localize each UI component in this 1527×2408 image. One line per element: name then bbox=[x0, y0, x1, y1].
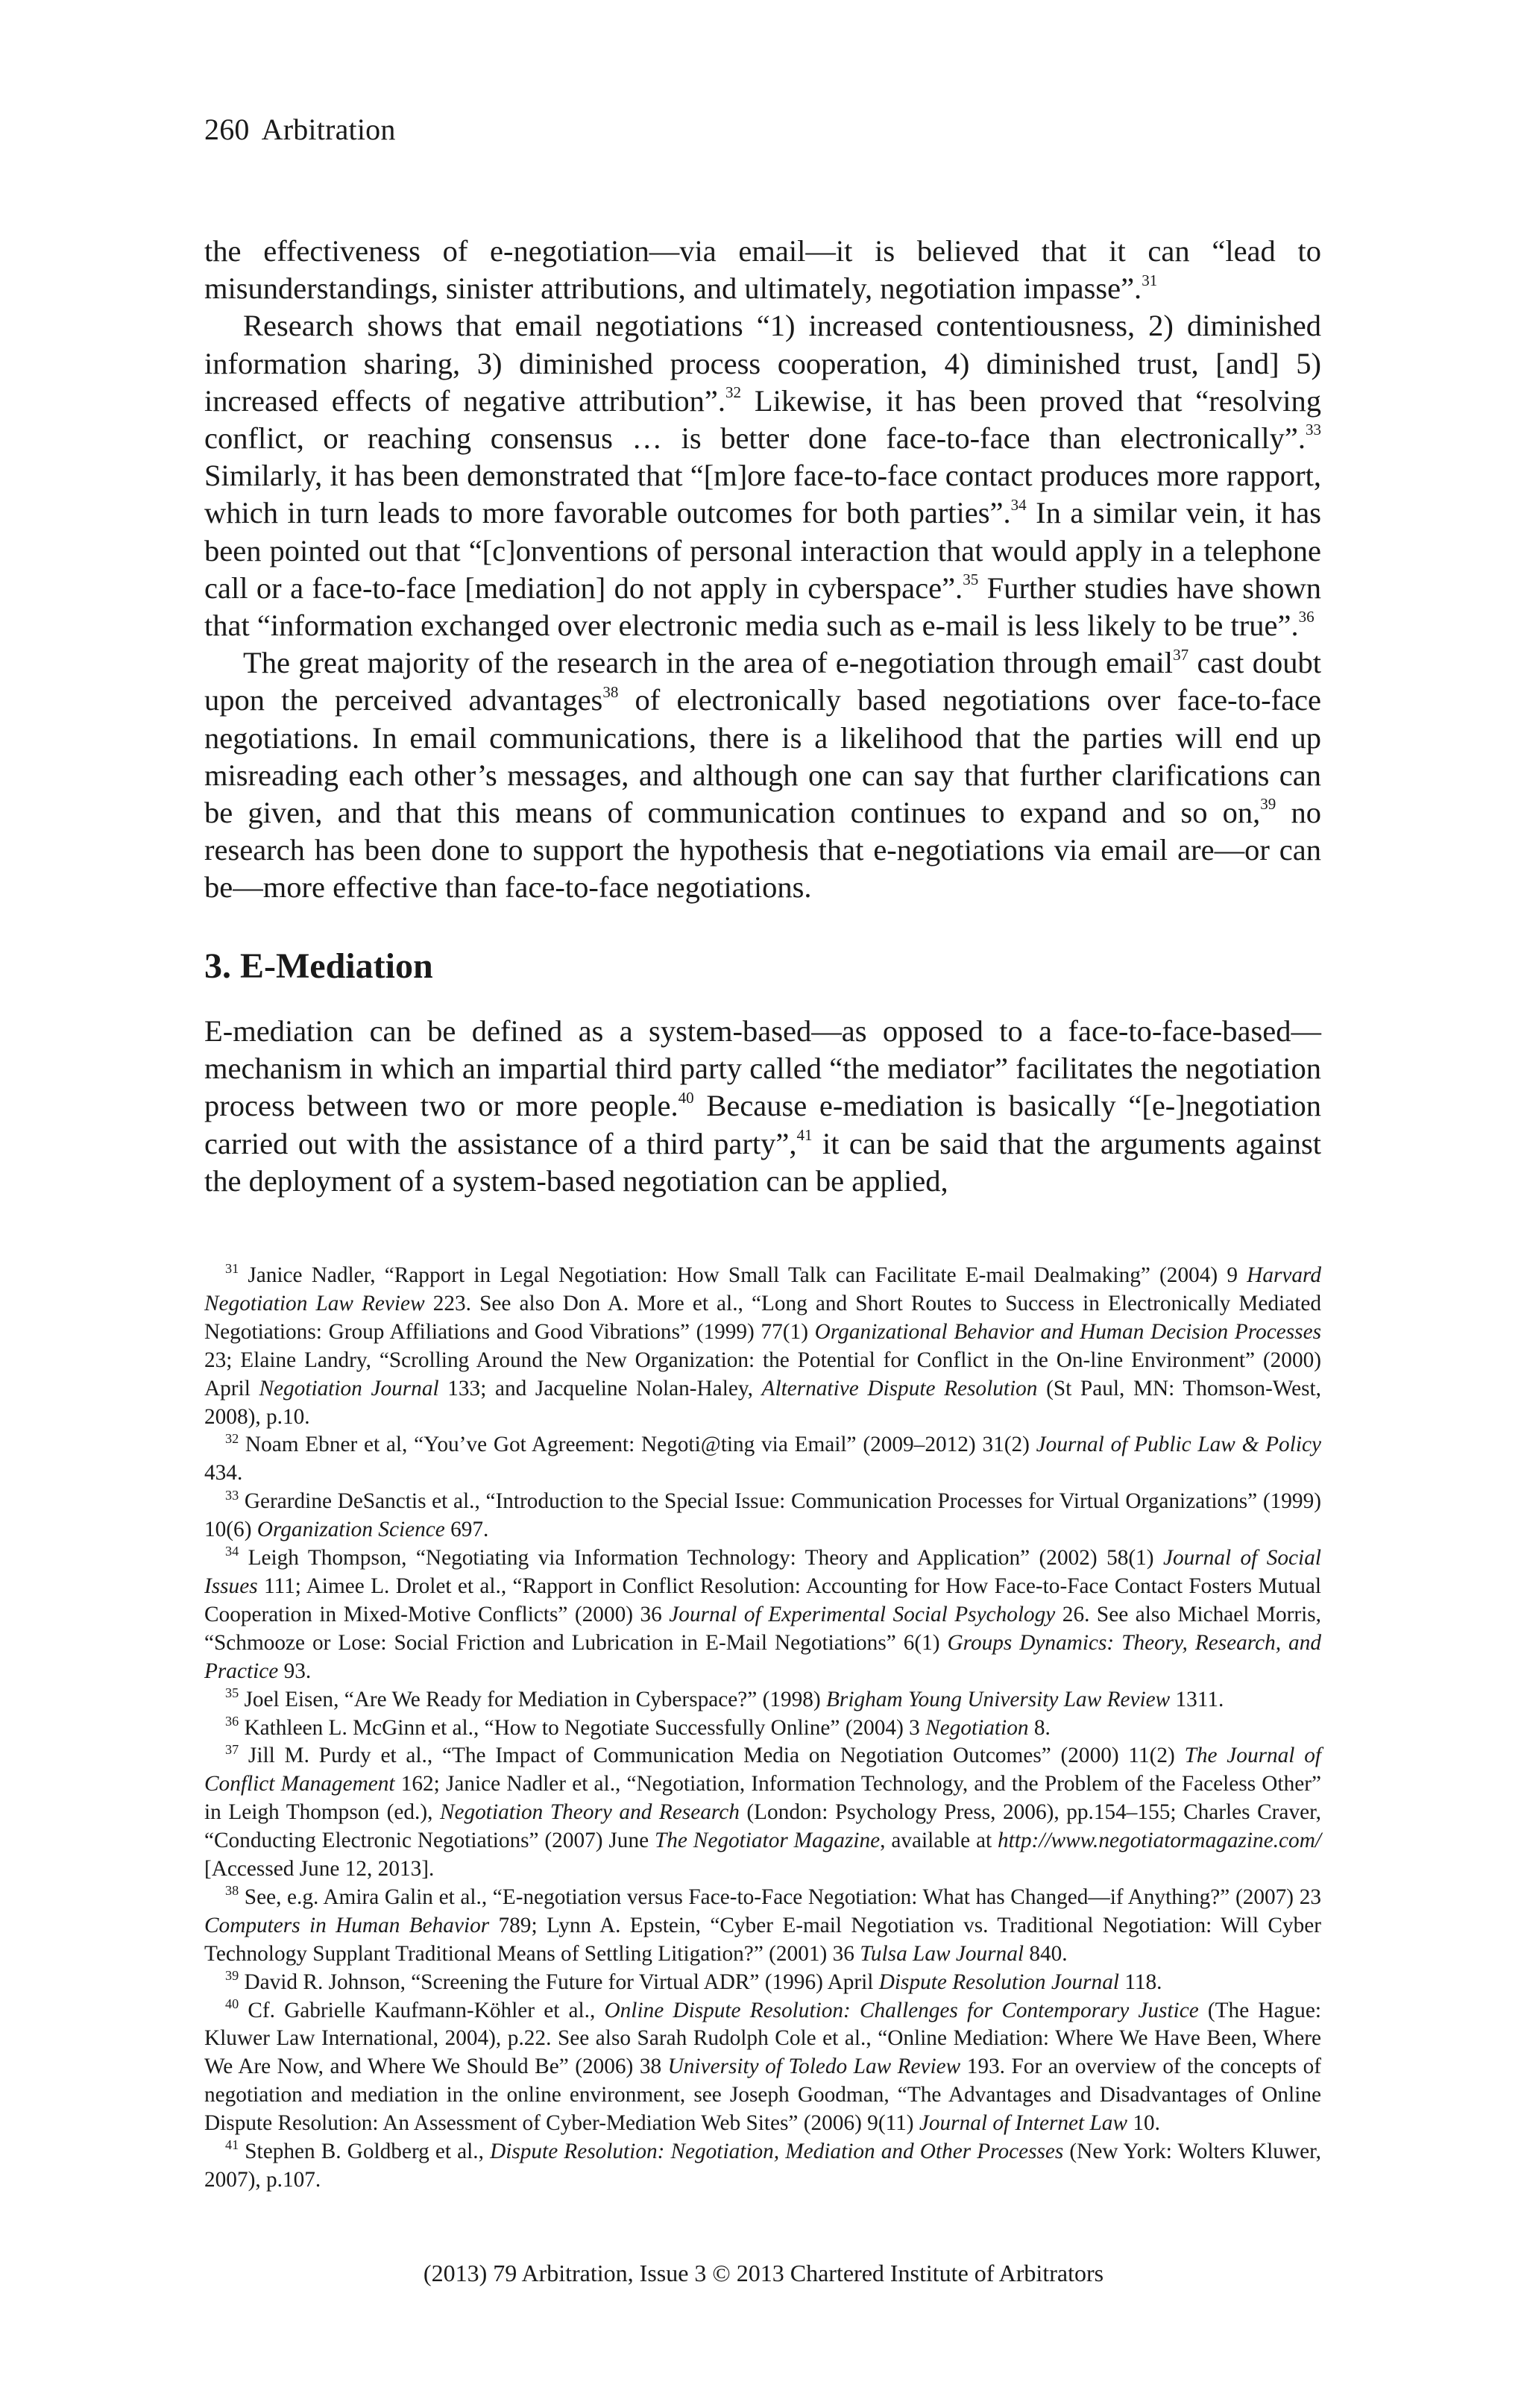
running-header bbox=[204, 112, 396, 147]
footnote-40: $^{40}$ Cf. Gabrielle Kaufmann-Köhler et al., Online Dispute Resolution: Challenges for Contemporary Justice (The Hague: Kluwer Law International, 2004), p.22. See also Sarah Rudolph Cole et al., “Online Mediation: Where We Have Been, Where We Are Now, and Where We Should Be” (2006) 38 University of Toledo Law Review 193. For an overview of the concepts of negotiation and mediation in the online environment, see Joseph Goodman, “The Advantages and Disadvantages of Online Dispute Resolution: An Assessment of Cyber-Mediation Web Sites” (2006) 9(11) Journal of Internet Law 10. bbox=[204, 1996, 1321, 2136]
footnote-ref: 32 bbox=[725, 383, 742, 402]
footnote-32: $^{32}$ Noam Ebner et al, “You’ve Got Agreement: Negoti@ting via Email” (2009–2012) 31(2) Journal of Public Law & Policy 434. bbox=[204, 1430, 1321, 1486]
footnote-ref: 37 bbox=[1173, 645, 1189, 664]
footnote-41: $^{41}$ Stephen B. Goldberg et al., Dispute Resolution: Negotiation, Mediation and Other Processes (New York: Wolters Kluwer, 2007), p.107. bbox=[204, 2137, 1322, 2192]
footnote-34: $^{34}$ Leigh Thompson, “Negotiating via Information Technology: Theory and Application” (2002) 58(1) Journal of Social Issues 111; Aimee L. Drolet et al., “Rapport in Conflict Resolution: Accounting for How Face-to-Face Contact Fosters Mutual Cooperation in Mixed-Motive Conflicts” (2000) 36 Journal of Experimental Social Psychology 26. See also Michael Morris, “Schmooze or Lose: Social Friction and Lubrication in E-Mail Negotiations” 6(1) Groups Dynamics: Theory, Research, and Practice 93. bbox=[204, 1544, 1321, 1683]
paragraph-continued: the effectiveness of e-negotiation—via email—it is believed that it can “lead to misunderstandings, sinister attributions, and ultimately, negotiation impasse”.$^{31}$ bbox=[204, 234, 1321, 306]
footnote-ref: 34 bbox=[1010, 495, 1027, 514]
footnote-38: $^{38}$ See, e.g. Amira Galin et al., “E-negotiation versus Face-to-Face Negotiation: What has Changed—if Anything?” (2007) 23 Computers in Human Behavior 789; Lynn A. Epstein, “Cyber E-mail Negotiation vs. Traditional Negotiation: Will Cyber Technology Supplant Traditional Means of Settling Litigation?” (2001) 36 Tulsa Law Journal 840. bbox=[204, 1883, 1321, 1966]
footnote-ref: 38 bbox=[602, 682, 619, 701]
footnote-ref: 39 bbox=[1260, 795, 1276, 814]
footnote-33: $^{33}$ Gerardine DeSanctis et al., “Introduction to the Special Issue: Communication Processes for Virtual Organizations” (1999) 10(6) Organization Science 697. bbox=[204, 1487, 1321, 1542]
footnote-ref: 40 bbox=[678, 1088, 694, 1107]
footnote-ref: 33 bbox=[1305, 421, 1321, 439]
paragraph-majority: The great majority of the research in the area of e-negotiation through email$^{37}$ cast doubt upon the perceived advantages$^{38}$ of electronically based negotiations over face-to-face negotiations. In email communications, there is a likelihood that the parties will end up misreading each other’s messages, and although one can say that further clarifications can be given, and that this means of communication continues to expand and so on,$^{39}$ no research has been done to support the hypothesis that e-negotiations via email are—or can be—more effective than face-to-face negotiations. bbox=[204, 645, 1322, 905]
footnote-31: $^{31}$ Janice Nadler, “Rapport in Legal Negotiation: How Small Talk can Facilitate E-mail Dealmaking” (2004) 9 Harvard Negotiation Law Review 223. See also Don A. More et al., “Long and Short Routes to Success in Electronically Mediated Negotiations: Group Affiliations and Good Vibrations” (1999) 77(1) Organizational Behavior and Human Decision Processes 23; Elaine Landry, “Scrolling Around the New Organization: the Potential for Conflict in the On-line Environment” (2000) April Negotiation Journal 133; and Jacqueline Nolan-Haley, Alternative Dispute Resolution (St Paul, MN: Thomson-West, 2008), p.10. bbox=[204, 1261, 1322, 1429]
footnote-39: $^{39}$ David R. Johnson, “Screening the Future for Virtual ADR” (1996) April Dispute Resolution Journal 118. bbox=[225, 1967, 1162, 1994]
page-footer: (2013) 79 Arbitration, Issue 3 © 2013 Chartered Institute of Arbitrators bbox=[423, 2260, 1104, 2286]
footnote-ref: 31 bbox=[1142, 271, 1158, 289]
paragraph-research: Research shows that email negotiations “1) increased contentiousness, 2) diminished information sharing, 3) diminished process cooperation, 4) diminished trust, [and] 5) increased effects of negative attribution”.$^{32}$ Likewise, it has been proved that “resolving conflict, or reaching consensus … is better done face-to-face than electronically”.$^{33}$ Similarly, it has been demonstrated that “[m]ore face-to-face contact produces more rapport, which in turn leads to more favorable outcomes for both parties”.$^{34}$ In a similar vein, it has been pointed out that “[c]onventions of personal interaction that would apply in a telephone call or a face-to-face [mediation] do not apply in cyberspace”.$^{35}$ Further studies have shown that “information exchanged over electronic media such as e-mail is less likely to be true”.$^{36}$ bbox=[204, 309, 1321, 643]
section-heading: 3. E-Mediation bbox=[204, 946, 433, 986]
page-number: 260 bbox=[204, 113, 250, 146]
running-title: Arbitration bbox=[261, 113, 396, 146]
body-section-e-negotiation bbox=[204, 233, 1321, 907]
footnote-35: $^{35}$ Joel Eisen, “Are We Ready for Mediation in Cyberspace?” (1998) Brigham Young University Law Review 1311. bbox=[225, 1685, 1224, 1711]
paragraph-e-mediation: E-mediation can be defined as a system-based—as opposed to a face-to-face-based—mechanism in which an impartial third party called “the mediator” facilitates the negotiation process between two or more people.$^{40}$ Because e-mediation is basically “[e-]negotiation carried out with the assistance of a third party”,$^{41}$ it can be said that the arguments against the deployment of a system-based negotiation can be applied, bbox=[204, 1014, 1321, 1198]
footnote-37: $^{37}$ Jill M. Purdy et al., “The Impact of Communication Media on Negotiation Outcomes” (2000) 11(2) The Journal of Conflict Management 162; Janice Nadler et al., “Negotiation, Information Technology, and the Problem of the Faceless Other” in Leigh Thompson (ed.), Negotiation Theory and Research (London: Psychology Press, 2006), pp.154–155; Charles Craver, “Conducting Electronic Negotiations” (2007) June The Negotiator Magazine, available at http://www.negotiatormagazine.com/ [Accessed June 12, 2013]. bbox=[204, 1741, 1321, 1882]
footnote-ref: 41 bbox=[796, 1125, 813, 1144]
footnote-ref: 35 bbox=[963, 570, 979, 589]
footnotes bbox=[204, 1262, 1321, 2195]
footnote-36: $^{36}$ Kathleen L. McGinn et al., “How to Negotiate Successfully Online” (2004) 3 Negotiation 8. bbox=[225, 1713, 1051, 1740]
footnote-ref: 36 bbox=[1298, 608, 1315, 626]
footnote-link[interactable]: http://www.negotiatormagazine.com/ bbox=[997, 1829, 1321, 1853]
body-section-e-mediation bbox=[204, 1013, 1321, 1200]
